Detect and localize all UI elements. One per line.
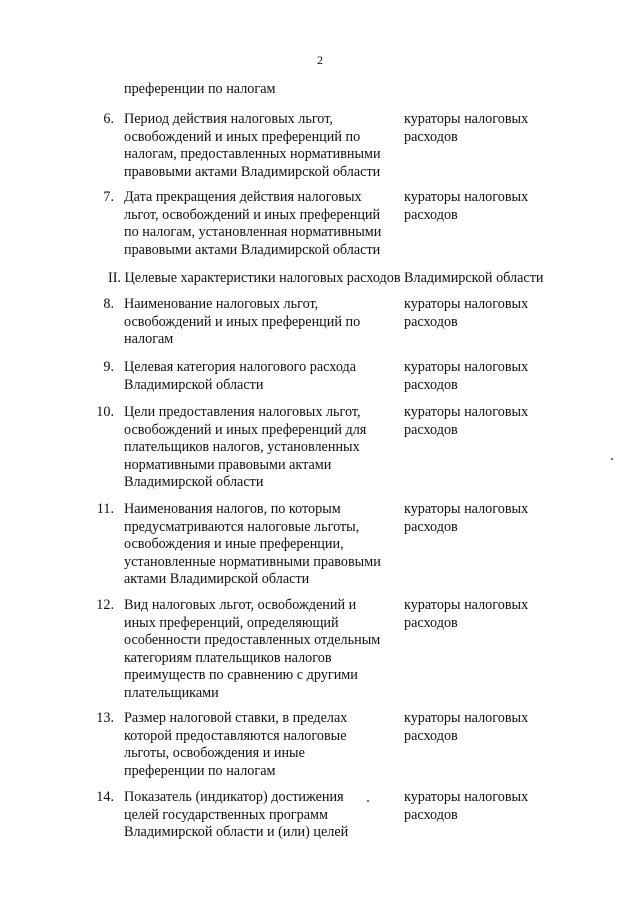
curator-line: расходов [404,313,458,330]
description-line: Целевая категория налогового расхода [124,359,357,375]
row-description [124,501,404,589]
curator-line: кураторы налоговых [404,189,529,205]
row-number: 12. [96,597,114,613]
row-curator [404,597,604,632]
description-line: целей государственных программ [124,806,328,823]
row-number: 13. [96,710,114,726]
row-description [124,710,404,780]
curator-line: расходов [404,727,458,744]
curator-line: расходов [404,206,458,223]
description-line: Вид налоговых льгот, освобождений и [124,597,357,613]
row-description [124,404,404,492]
description-line: по налогам, установленная нормативными [124,224,382,241]
curator-line: кураторы налоговых [404,597,529,613]
description-line: Владимирской области и (или) целей [124,824,349,841]
description-line: нормативными правовыми актами [124,456,332,473]
row-description [124,296,404,349]
row-description [124,597,404,703]
description-line: плательщиков налогов, установленных [124,439,360,456]
curator-line: кураторы налоговых [404,111,529,127]
scan-speck [367,800,369,802]
row-curator [404,501,604,536]
row-description [124,359,404,394]
section-heading: II. Целевые характеристики налоговых расходов Владимирской области [108,270,544,286]
row-curator [404,189,604,224]
description-line: Показатель (индикатор) достижения [124,789,344,805]
description-line: Дата прекращения действия налоговых [124,189,362,205]
row-curator [404,111,604,146]
description-line: освобождения и иные преференции, [124,536,344,553]
curator-line: кураторы налоговых [404,710,529,726]
row-description [124,789,404,842]
curator-line: кураторы налоговых [404,501,529,517]
curator-line: расходов [404,376,458,393]
continuation-text: преференции по налогам [124,81,276,97]
description-line: освобождений и иных преференций по [124,313,361,330]
curator-line: расходов [404,421,458,438]
description-line: актами Владимирской области [124,571,310,588]
description-line: налогам [124,331,174,348]
row-number: 6. [103,111,114,127]
curator-line: кураторы налоговых [404,296,529,312]
row-number: 7. [103,189,114,205]
description-line: льготы, освобождения и иные [124,745,305,762]
description-line: особенности предоставленных отдельным [124,632,381,649]
description-line: правовыми актами Владимирской области [124,241,381,258]
curator-line: кураторы налоговых [404,404,529,420]
curator-line: кураторы налоговых [404,359,529,375]
description-line: Цели предоставления налоговых льгот, [124,404,361,420]
description-line: иных преференций, определяющий [124,614,339,631]
row-curator [404,789,604,824]
curator-line: расходов [404,128,458,145]
curator-line: расходов [404,614,458,631]
description-line: плательщиками [124,684,219,701]
row-curator [404,710,604,745]
row-description [124,111,404,181]
description-line: освобождений и иных преференций для [124,421,367,438]
row-curator [404,404,604,439]
description-line: Владимирской области [124,376,264,393]
row-number: 10. [96,404,114,420]
description-line: Наименование налоговых льгот, [124,296,319,312]
description-line: категориям плательщиков налогов [124,649,332,666]
description-line: преимуществ по сравнению с другими [124,667,358,684]
page-number: 2 [317,53,323,67]
row-curator [404,359,604,394]
row-number: 8. [103,296,114,312]
row-description [124,189,404,259]
row-number: 9. [103,359,114,375]
row-curator [404,296,604,331]
curator-line: расходов [404,518,458,535]
description-line: Наименования налогов, по которым [124,501,341,517]
curator-line: кураторы налоговых [404,789,529,805]
description-line: налогам, предоставленных нормативными [124,146,381,163]
description-line: правовыми актами Владимирской области [124,163,381,180]
scan-speck [611,458,613,460]
description-line: которой предоставляются налоговые [124,727,347,744]
description-line: льгот, освобождений и иных преференций [124,206,381,223]
description-line: Период действия налоговых льгот, [124,111,333,127]
description-line: преференции по налогам [124,762,276,779]
curator-line: расходов [404,806,458,823]
description-line: установленные нормативными правовыми [124,553,381,570]
row-number: 11. [96,501,114,517]
description-line: освобождений и иных преференций по [124,128,361,145]
row-number: 14. [96,789,114,805]
description-line: Владимирской области [124,474,264,491]
description-line: предусматриваются налоговые льготы, [124,518,360,535]
description-line: Размер налоговой ставки, в пределах [124,710,348,726]
